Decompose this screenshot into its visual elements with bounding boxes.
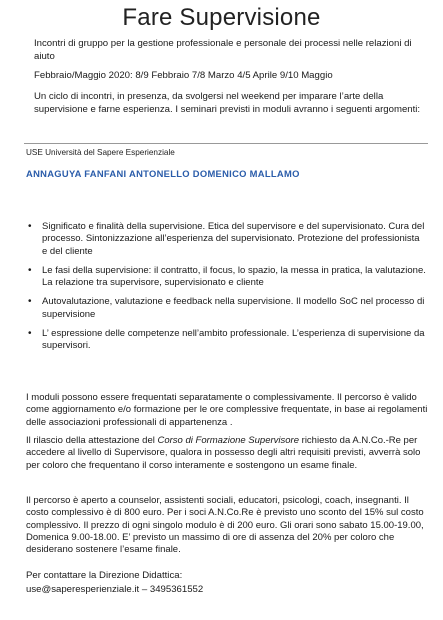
speakers-names: ANNAGUYA FANFANI ANTONELLO DOMENICO MALLAMO: [26, 168, 300, 179]
contact-line: [26, 583, 203, 597]
certificate-text-post: richiesto da A.N.Co.-Re per accedere al livello di Supervisore, qualora in possesso degli altri requisiti previsti, avverrà solo per coloro che frequentano il corso interamente e sostengono un esame finale.: [26, 435, 421, 471]
divider: [24, 143, 428, 144]
topic-text: Autovalutazione, valutazione e feedback nella supervisione. Il modello SoC nel processo di supervisione: [42, 296, 425, 320]
bullet-icon: •: [28, 221, 32, 232]
course-dates: Febbraio/Maggio 2020: 8/9 Febbraio 7/8 Marzo 4/5 Aprile 9/10 Maggio: [34, 70, 333, 81]
bullet-icon: •: [28, 328, 32, 340]
certificate-text-pre: Il rilascio della attestazione del: [26, 435, 158, 446]
bullet-icon: •: [28, 264, 32, 276]
topic-text: Le fasi della supervisione: il contratto, il focus, lo spazio, la messa in pratica, la valutazione. La relazione tra supervisore, supervisionato e cliente: [42, 264, 426, 289]
topic-text: L’ espressione delle competenze nell’ambito professionale. L’esperienza di supervisione da supervisori.: [42, 328, 425, 352]
course-name: Corso di Formazione Supervisore: [157, 435, 300, 446]
contact-phone[interactable]: 3495361552: [149, 583, 204, 595]
modules-paragraph: I moduli possono essere frequentati separatamente o complessivamente. Il percorso è valido come aggiornamento e/o formazione per le ore complessive frequentate, in base ai regolamenti delle associazioni professionali di appartenenza .: [26, 392, 428, 428]
costs-paragraph: Il percorso è aperto a counselor, assistenti sociali, educatori, psicologi, coach, insegnanti. Il costo complessivo è di 800 euro. Per i soci A.N.Co.Re è previsto uno sconto del 15% sul costo complessivo. Il prezzo di ogni singolo modulo è di 200 euro. Gli orari sono sabato 15.00-19.00, Domenica 9.00-18.00. E’ previsto un massimo di ore di assenza del 20% per coloro che desiderano sostenere l’esame finale.: [26, 495, 424, 556]
topics-list: [26, 221, 426, 360]
topic-item: [26, 328, 426, 353]
intro-subtitle: Incontri di gruppo per la gestione professionale e personale dei processi nelle relazioni di aiuto: [34, 38, 412, 62]
contact-block: [26, 569, 203, 596]
topic-item: [26, 265, 426, 290]
contact-email[interactable]: use@saperesperienziale.it: [26, 583, 140, 595]
organization-name: USE Università del Sapere Esperienziale: [26, 148, 175, 157]
topic-item: [26, 296, 426, 321]
intro-description: Un ciclo di incontri, in presenza, da svolgersi nel weekend per imparare l’arte della supervisione e farne esperienza. I seminari previsti in moduli avranno i seguenti argomenti:: [34, 91, 421, 115]
page-title: Fare Supervisione: [122, 4, 321, 31]
topic-text: Significato e finalità della supervisione. Etica del supervisore e del supervisionato. Cura del processo. Sintonizzazione all’esperienza del supervisionato. Protezione del professionista e del cliente: [42, 221, 425, 257]
topic-item: [26, 221, 426, 258]
bullet-icon: •: [28, 296, 32, 308]
certificate-paragraph: [26, 435, 428, 472]
contact-separator: –: [139, 583, 150, 595]
contact-label: Per contattare la Direzione Didattica:: [26, 570, 183, 581]
